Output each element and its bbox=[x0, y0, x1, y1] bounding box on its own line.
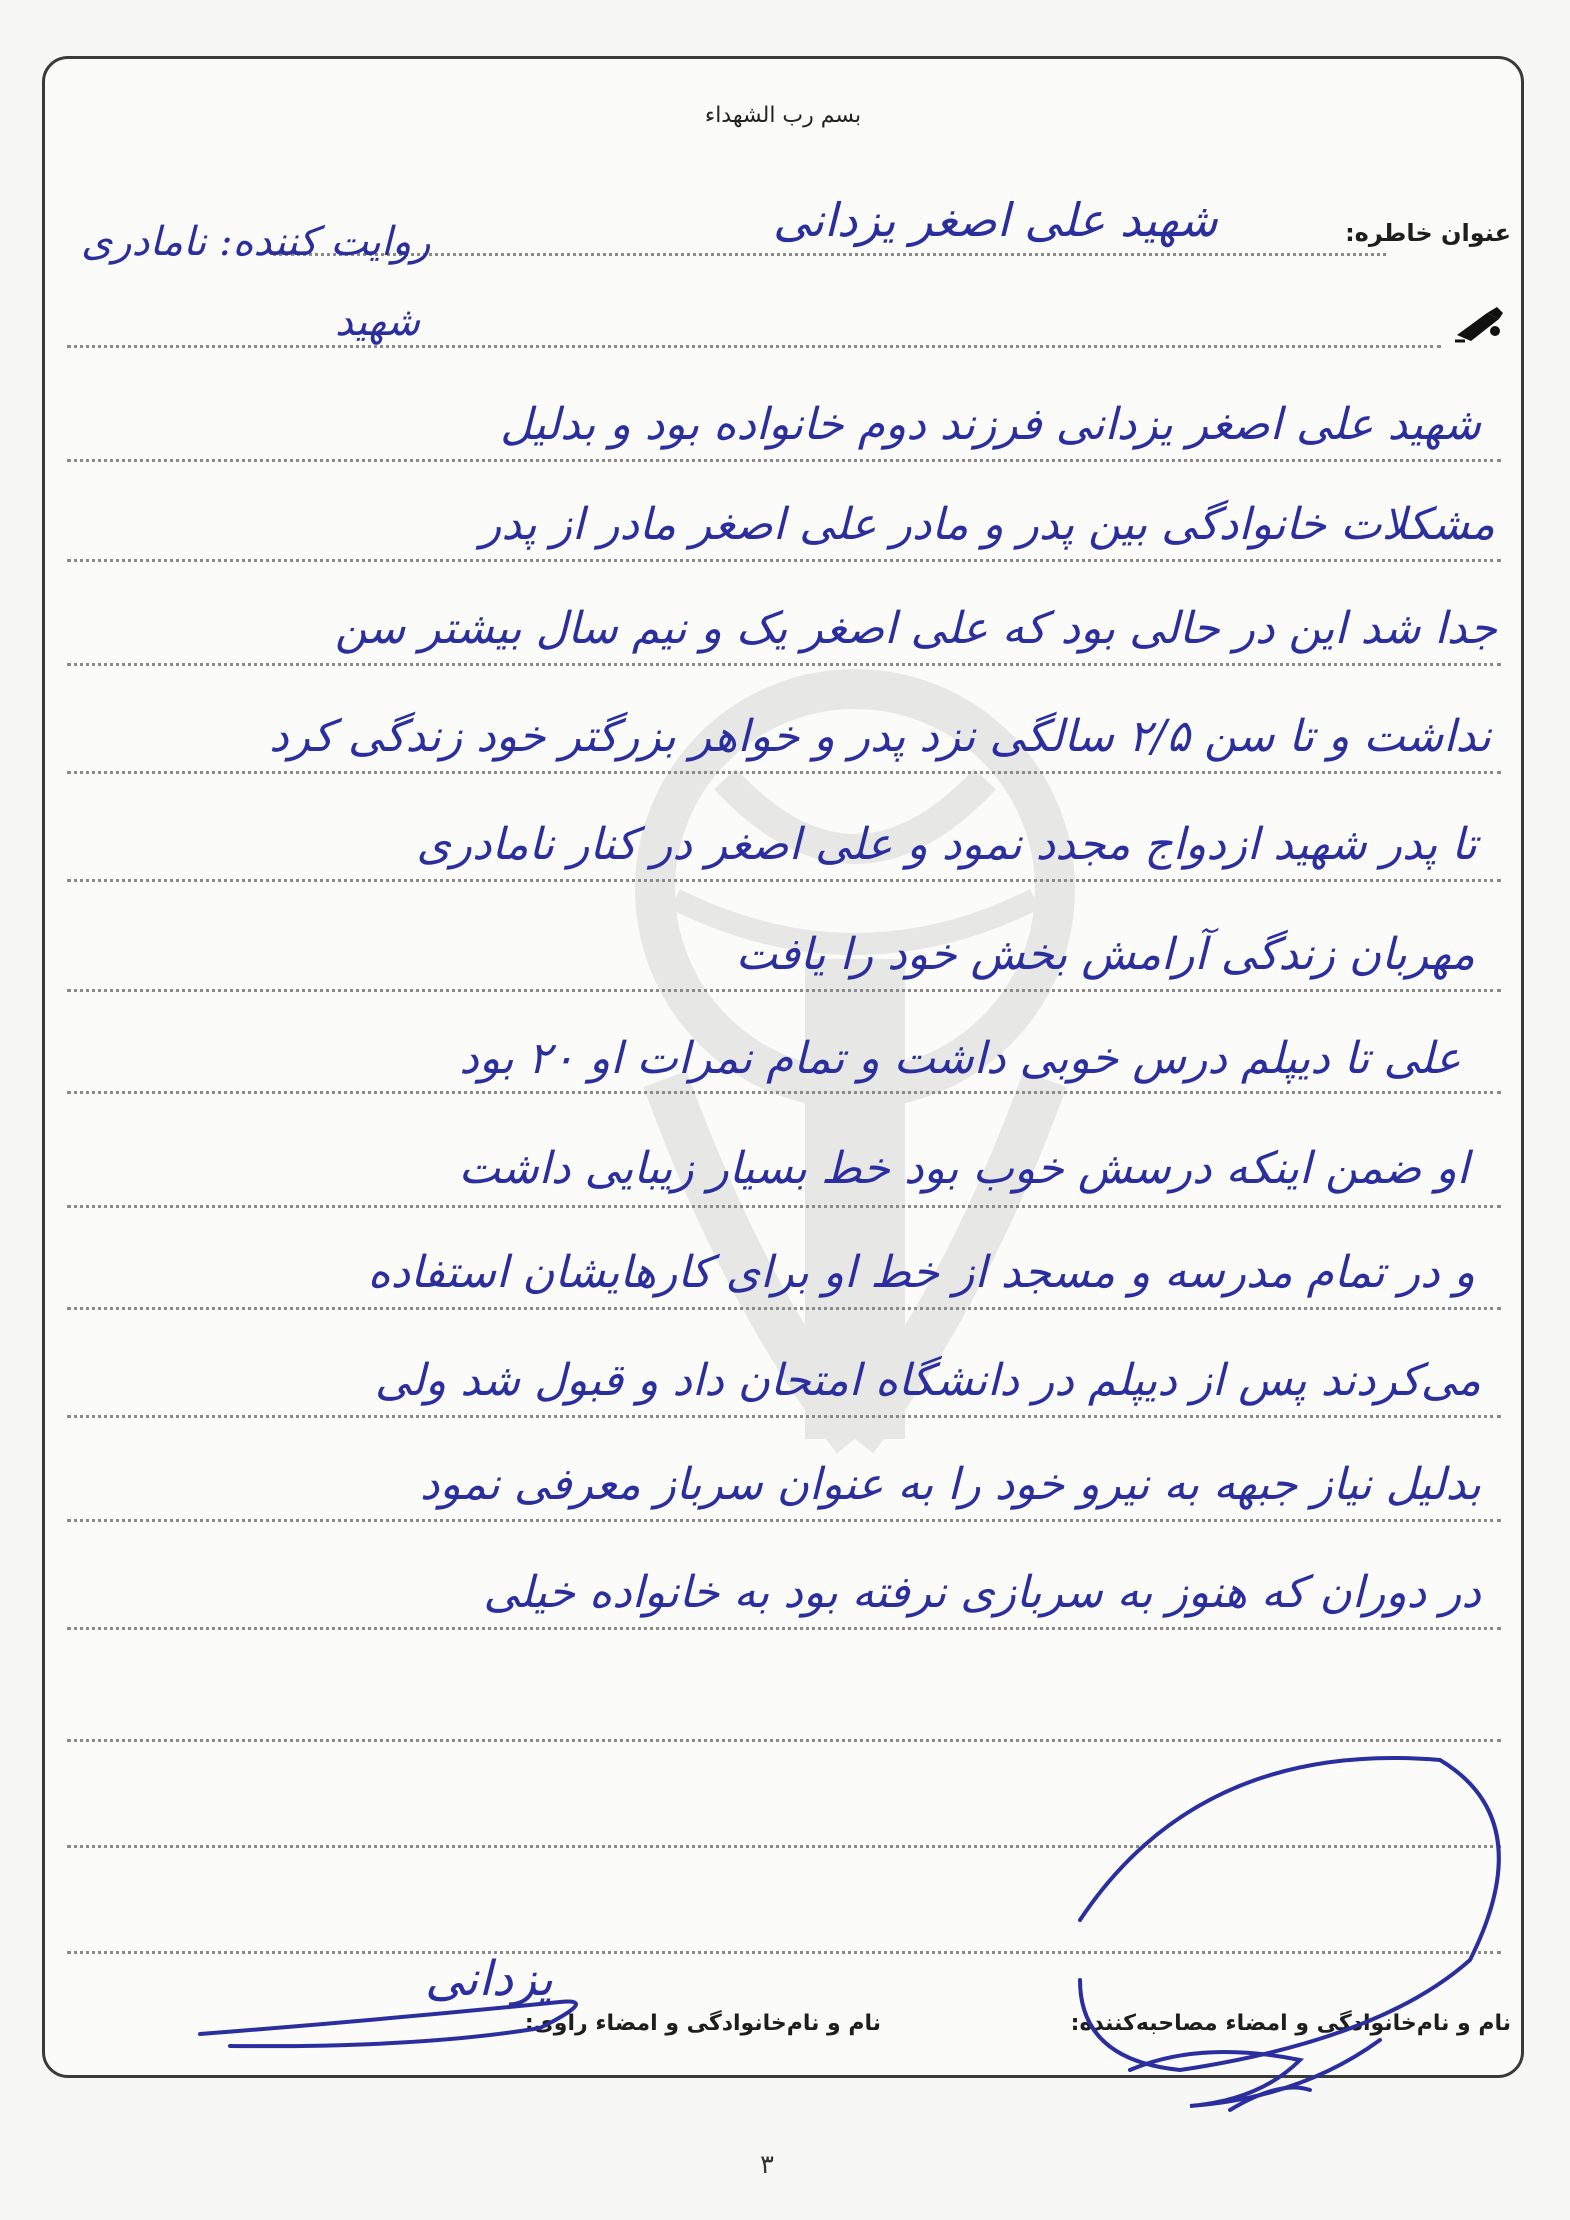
dotted-rule bbox=[67, 1091, 1501, 1094]
dotted-rule bbox=[67, 1951, 1501, 1954]
handwritten-body-line: او ضمن اینکه درسش خوب بود خط بسیار زیبایی داشت bbox=[458, 1143, 1469, 1194]
writing-hand-icon bbox=[1451, 305, 1507, 345]
handwritten-narrator-note: شهید bbox=[335, 299, 421, 345]
dotted-rule bbox=[67, 1519, 1501, 1522]
interviewer-signature-label: نام و نام‌خانوادگی و امضاء مصاحبه‌کننده: bbox=[1070, 2011, 1511, 2036]
narrator-signature-label: نام و نام‌خانوادگی و امضاء راوی: bbox=[524, 2011, 881, 2036]
memory-title-label: عنوان خاطره: bbox=[1345, 219, 1511, 247]
dotted-rule bbox=[67, 989, 1501, 992]
handwritten-body-line: مهربان زندگی آرامش بخش خود را یافت bbox=[735, 929, 1475, 980]
dotted-rule bbox=[273, 253, 1386, 256]
dotted-rule bbox=[67, 1205, 1501, 1208]
handwritten-body-line: جدا شد این در حالی بود که علی اصغر یک و نیم سال بیشتر سن bbox=[334, 603, 1497, 654]
page-header-title: بسم رب الشهداء bbox=[704, 103, 862, 128]
handwritten-body-line: شهید علی اصغر یزدانی فرزند دوم خانواده بود و بدلیل bbox=[500, 399, 1481, 450]
dotted-rule bbox=[67, 1307, 1501, 1310]
dotted-rule bbox=[67, 1845, 1501, 1848]
narrator-handwritten-name: یزدانی bbox=[425, 1951, 553, 2007]
handwritten-body-line: بدلیل نیاز جبهه به نیرو خود را به عنوان سرباز معرفی نمود bbox=[419, 1459, 1481, 1510]
handwritten-body-line: مشکلات خانوادگی بین پدر و مادر علی اصغر مادر از پدر bbox=[480, 499, 1495, 550]
dotted-rule bbox=[67, 879, 1501, 882]
handwritten-body-line: تا پدر شهید ازدواج مجدد نمود و علی اصغر در کنار نامادری bbox=[416, 819, 1477, 870]
handwritten-memory-title: شهید علی اصغر یزدانی bbox=[773, 193, 1218, 247]
handwritten-narrator-note: روایت کننده: نامادری bbox=[81, 219, 431, 265]
dotted-rule bbox=[67, 559, 1501, 562]
handwritten-body-line: و در تمام مدرسه و مسجد از خط او برای کارهایشان استفاده bbox=[367, 1247, 1475, 1298]
handwritten-body-line: نداشت و تا سن ۲/۵ سالگی نزد پدر و خواهر بزرگتر خود زندگی کرد bbox=[269, 711, 1491, 762]
memory-form-sheet bbox=[42, 56, 1524, 2078]
dotted-rule bbox=[67, 1739, 1501, 1742]
dotted-rule bbox=[67, 345, 1441, 348]
dotted-rule bbox=[67, 459, 1501, 462]
dotted-rule bbox=[67, 1627, 1501, 1630]
handwritten-body-line: علی تا دیپلم درس خوبی داشت و تمام نمرات او ۲۰ بود bbox=[459, 1033, 1461, 1084]
dotted-rule bbox=[67, 1415, 1501, 1418]
page-number: ۳ bbox=[760, 2150, 774, 2180]
handwritten-body-line: در دوران که هنوز به سربازی نرفته بود به خانواده خیلی bbox=[483, 1567, 1481, 1618]
dotted-rule bbox=[67, 771, 1501, 774]
dotted-rule bbox=[67, 663, 1501, 666]
handwritten-body-line: می‌کردند پس از دیپلم در دانشگاه امتحان داد و قبول شد ولی bbox=[374, 1355, 1481, 1406]
